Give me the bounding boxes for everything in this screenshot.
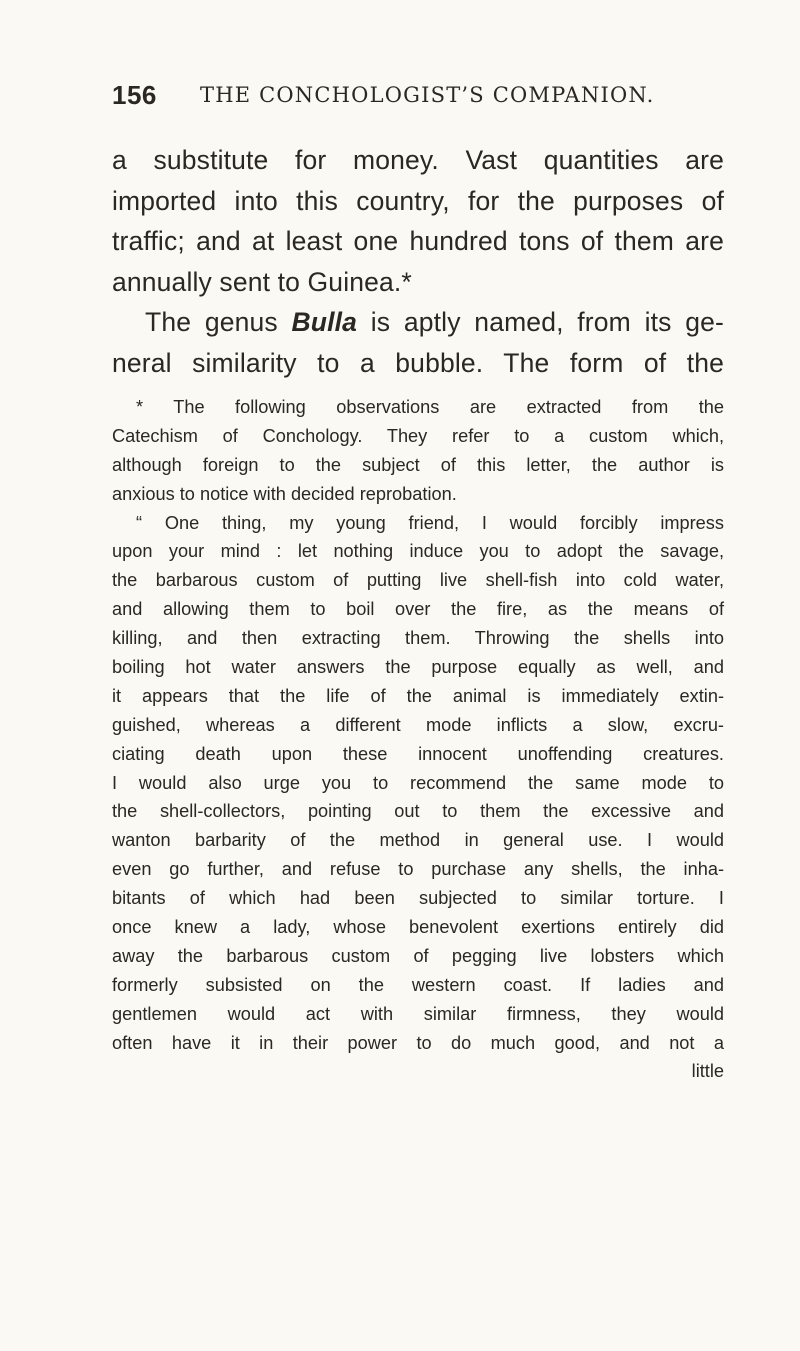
paragraph-start-line: [112, 302, 724, 343]
catchword: little: [691, 1061, 724, 1082]
footnote-line: formerly subsisted on the western coast. If ladies and: [112, 974, 724, 995]
main-text: [112, 140, 724, 383]
body-line: neral similarity to a bubble. The form of the: [112, 347, 724, 378]
footnote-line: boiling hot water answers the purpose equally as well, and: [112, 657, 724, 678]
footnote-line: * The following observations are extracted from the: [136, 397, 724, 417]
body-line: annually sent to Guinea.*: [112, 266, 412, 297]
paragraph-text: The genus: [145, 307, 292, 337]
footnote-line: anxious to notice with decided reprobation.: [112, 483, 457, 504]
footnote-line: it appears that the life of the animal is immediately extin-: [112, 685, 724, 706]
running-head: THE CONCHOLOGIST’S COMPANION.: [200, 83, 655, 107]
footnote-line: wanton barbarity of the method in general use. I would: [112, 830, 724, 851]
footnote-line: away the barbarous custom of pegging live lobsters which: [112, 945, 724, 966]
footnote-line: gentlemen would act with similar firmness, they would: [112, 1003, 724, 1024]
footnote-line: I would also urge you to recommend the same mode to: [112, 772, 724, 793]
body-line: a substitute for money. Vast quantities are: [112, 145, 724, 175]
paragraph-text: is aptly named, from its ge-: [357, 307, 724, 337]
footnote-line: Catechism of Conchology. They refer to a custom which,: [112, 425, 724, 446]
footnote: [112, 393, 724, 1086]
footnote-line: guished, whereas a different mode inflicts a slow, excru-: [112, 714, 724, 735]
footnote-line: upon your mind : let nothing induce you to adopt the savage,: [112, 541, 724, 562]
footnote-line: bitants of which had been subjected to similar torture. I: [112, 888, 724, 909]
genus-name: Bulla: [291, 307, 358, 337]
footnote-line: and allowing them to boil over the fire, as the means of: [112, 599, 724, 620]
footnote-line: the shell-collectors, pointing out to them the excessive and: [112, 801, 724, 822]
footnote-line: ciating death upon these innocent unoffending creatures.: [112, 743, 724, 764]
footnote-line: “ One thing, my young friend, I would forcibly impress: [136, 512, 724, 533]
body-line: traffic; and at least one hundred tons of them are: [112, 226, 724, 256]
page-header: [112, 80, 672, 120]
footnote-line: although foreign to the subject of this letter, the author is: [112, 454, 724, 475]
footnote-line: often have it in their power to do much good, and not a: [112, 1032, 724, 1053]
footnote-line: the barbarous custom of putting live shell-fish into cold water,: [112, 570, 724, 591]
body-line: imported into this country, for the purposes of: [112, 185, 724, 216]
footnote-line: even go further, and refuse to purchase any shells, the inha-: [112, 859, 724, 880]
footnote-line: once knew a lady, whose benevolent exertions entirely did: [112, 917, 724, 938]
page-number: 156: [112, 80, 157, 110]
footnote-line: killing, and then extracting them. Throwing the shells into: [112, 628, 724, 649]
